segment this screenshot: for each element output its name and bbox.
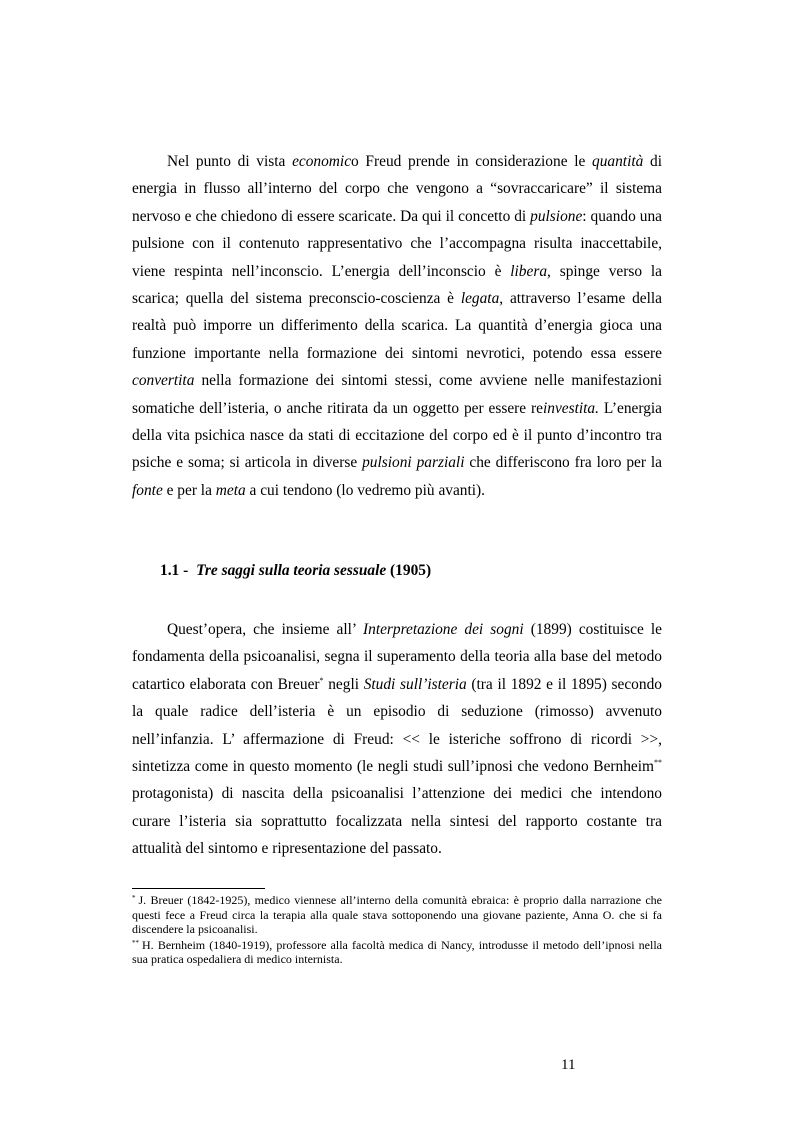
body-paragraph-economic-viewpoint [132,148,662,504]
text-span: che differiscono fra loro per la [464,454,662,472]
section-number: 1.1 - [160,562,189,579]
footnote-reference: * [319,675,324,685]
footnote-mark: * [132,894,136,902]
footnotes [132,893,662,968]
text-span: nella formazione dei sintomi stessi, come avviene nelle manifestazioni somatiche dell’isteria, o anche ritirata da un oggetto per essere re [132,372,662,417]
text-span: di energia in flusso all’interno del corpo che vengono a “sovraccaricare” il sistema nervoso e che chiedono di essere scaricate. Da qui il concetto di [132,153,662,225]
italic-text: libera [510,262,548,280]
footnote-text: J. Breuer (1842-1925), medico viennese all’interno della comunità ebraica: è proprio dalla narrazione che questi fece a Freud circa la terapia alla quale stava sottoponendo una giovane paziente, Anna O. che si fa discendere la psicoanalisi. [132,893,662,937]
italic-text: convertita [132,372,195,390]
footnote-separator [132,888,265,889]
text-span: , spinge verso la scarica; quella del sistema preconscio-coscienza è [132,262,662,308]
text-span: : quando una pulsione con il contenuto rappresentativo che l’accompagna risulta inaccettabile, viene respinta nell’inconscio. L’energia dell’inconscio è [132,207,662,280]
italic-text: Studi sull’isteria [363,675,467,693]
section-year: (1905) [386,562,432,579]
italic-text: fonte [132,481,163,499]
text-span: Nel punto di vista [167,153,293,170]
footnote-breuer [132,893,662,937]
text-span: e per la [162,481,216,499]
italic-text: quantità [592,153,644,170]
section-heading [160,562,431,580]
text-span: a cui tendono (lo vedremo più avanti). [245,481,486,499]
italic-text: pulsione [530,207,583,225]
section-title: Tre saggi sulla teoria sessuale [196,562,387,579]
text-span: Quest’opera, che insieme all’ [167,621,363,638]
text-span: , attraverso l’esame della realtà può imporre un differimento della scarica. La quantità d’energia gioca una funzione importante nella formazione dei sintomi nevrotici, potendo essa essere [132,290,662,362]
text-span: L’energia della vita psichica nasce da stati di eccitazione del corpo ed è il punto d’incontro tra psiche e soma; si articola in diverse [132,399,662,472]
italic-text: meta [215,481,246,499]
italic-text: Interpretazione dei sogni [363,621,524,638]
text-span: (1899) costituisce le fondamenta della psicoanalisi, segna il superamento della teoria alla base del metodo catartico elaborata con Breuer [132,621,663,693]
footnote-text: H. Bernheim (1840-1919), professore alla facoltà medica di Nancy, introdusse il metodo dell’ipnosi nella sua pratica ospedaliera di medico internista. [132,937,662,967]
page-number: 11 [561,1057,576,1073]
text-span: o Freud prende in considerazione le [351,153,593,170]
italic-text: investita. [542,399,599,417]
text-span: (tra il 1892 e il 1895) secondo la quale radice dell’isteria è un episodio di seduzione (rimosso) avvenuto nell’infanzia. L’ affermazione di Freud: << le isteriche soffrono di ricordi >>, sintetizza come in questo momento (le negli studi sull’ipnosi che vedono Bernheim [132,675,662,776]
footnote-bernheim [132,938,662,967]
italic-text: pulsioni parziali [362,454,465,472]
footnote-reference: ** [654,758,662,768]
text-span: negli [323,675,364,693]
body-paragraph-three-essays [132,616,662,863]
text-span: protagonista) di nascita della psicoanalisi l’attenzione dei medici che intendono curare l’isteria sia soprattutto focalizzata nella sintesi del rapporto costante tra attualità del sintomo e ripresentazione del passato. [132,785,662,858]
italic-text: economic [292,153,352,170]
italic-text: legata [460,290,500,308]
footnote-mark: ** [132,938,139,947]
